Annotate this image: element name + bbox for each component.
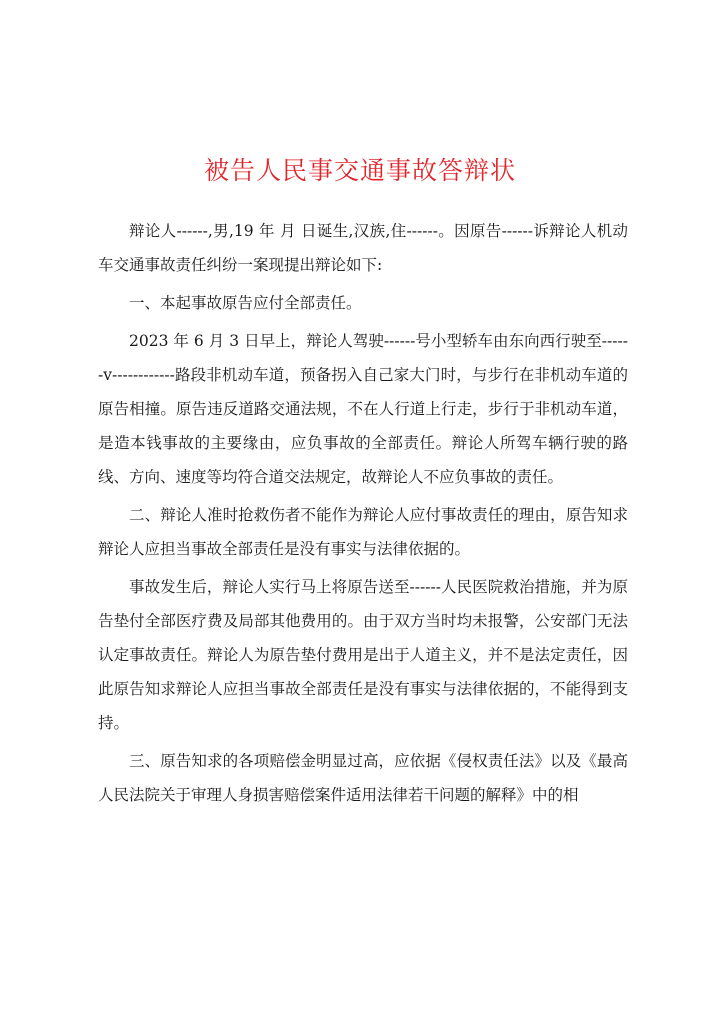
paragraph-point-1-heading: 一、本起事故原告应付全部责任。 <box>129 294 362 312</box>
paragraph-point-2-heading: 二、辩论人准时抢救伤者不能作为辩论人应付事故责任的理由，原告知求辩论人应担当事故全部责任是没有事实与法律依据的。 <box>98 506 628 558</box>
paragraph-point-3-heading: 三、原告知求的各项赔偿金明显过高，应依据《侵权责任法》以及《最高人民法院关于审理人身损害赔偿案件适用法律若干问题的解释》中的相 <box>98 752 628 804</box>
document-title: 被告人民事交通事故答辩状 <box>203 156 516 185</box>
paragraph-intro: 辩论人------,男,19 年 月 日诞生,汉族,住------。因原告------诉辩论人机动车交通事故责任纠纷一案现提出辩论如下: <box>98 222 628 274</box>
document-body <box>98 214 628 816</box>
paragraph-point-1-detail: 2023 年 6 月 3 日早上，辩论人驾驶------号小型轿车由东向西行驶至------v------------路段非机动车道，预备拐入自己家大门时，与步行在非机动车道的原告相撞。原告违反道路交通法规，不在人行道上行走，步行于非机动车道，是造本钱事故的主要缘由，应负事故的全部责任。辩论人所驾车辆行驶的路线、方向、速度等均符合道交法规定，故辩论人不应负事故的责任。 <box>98 332 628 486</box>
paragraph-point-2-detail: 事故发生后，辩论人实行马上将原告送至------人民医院救治措施，并为原告垫付全部医疗费及局部其他费用的。由于双方当时均未报警，公安部门无法认定事故责任。辩论人为原告垫付费用是出于人道主义，并不是法定责任，因此原告知求辩论人应担当事故全部责任是没有事实与法律依据的，不能得到支持。 <box>98 578 628 732</box>
